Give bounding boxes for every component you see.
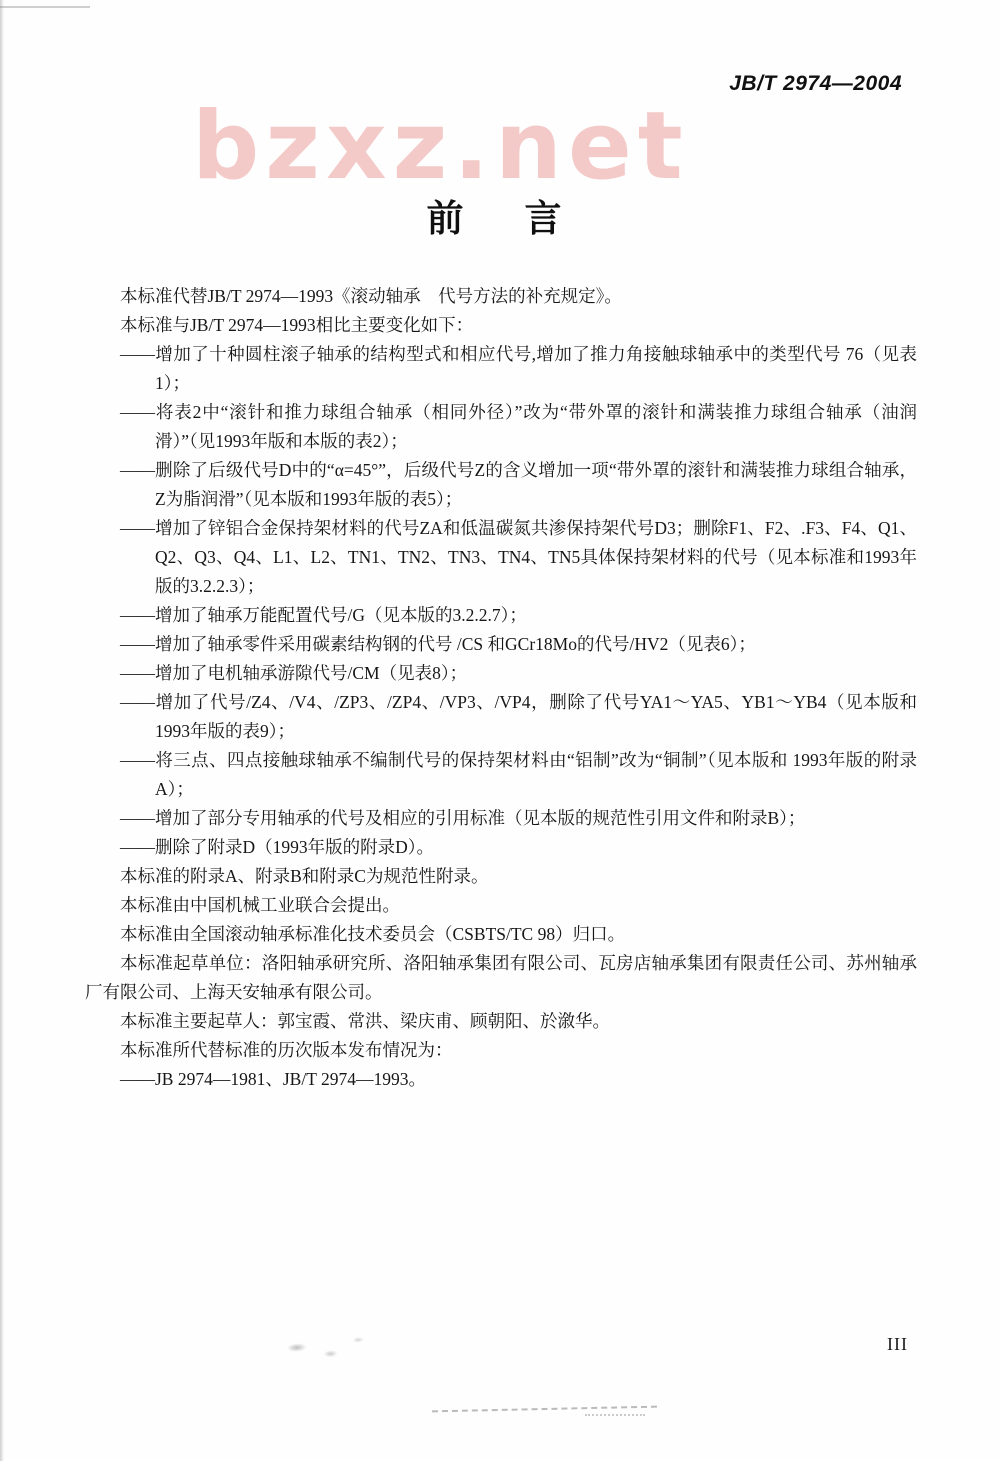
paragraph: ——增加了锌铝合金保持架材料的代号ZA和低温碳氮共渗保持架代号D3；删除F1、F2、.F3、F4、Q1、Q2、Q3、Q4、L1、L2、TN1、TN2、TN3、TN4、TN5具体保持架材料的代号（见本标准和1993年版的3.2.2.3）； <box>120 518 917 596</box>
watermark-text: bzxz.net <box>192 92 689 201</box>
scan-smudge-artifact <box>277 1329 374 1370</box>
paragraph: ——增加了轴承零件采用碳素结构钢的代号 /CS 和GCr18Mo的代号/HV2（见表6）； <box>120 634 756 654</box>
paragraph: ——增加了轴承万能配置代号/G（见本版的3.2.2.7）； <box>120 605 527 625</box>
paragraph: ——将表2中“滚针和推力球组合轴承（相同外径）”改为“带外罩的滚针和满装推力球组合轴承（油润滑）”（见1993年版和本版的表2）； <box>120 402 917 451</box>
paragraph: 本标准的附录A、附录B和附录C为规范性附录。 <box>120 866 489 886</box>
page-number: III <box>887 1334 908 1354</box>
paragraph: ——增加了部分专用轴承的代号及相应的引用标准（见本版的规范性引用文件和附录B）； <box>120 808 806 828</box>
paragraph: ——删除了后级代号D中的“α=45°”，后级代号Z的含义增加一项“带外罩的滚针和满装推力球组合轴承，Z为脂润滑”（见本版和1993年版的表5）； <box>120 460 917 509</box>
paragraph: ——删除了附录D（1993年版的附录D）。 <box>120 837 435 857</box>
scan-squiggle-artifact <box>585 1414 645 1416</box>
scan-squiggle-artifact <box>432 1406 657 1413</box>
paragraph: 本标准代替JB/T 2974—1993《滚动轴承 代号方法的补充规定》。 <box>120 286 622 306</box>
page-title: 前 言 <box>426 199 574 240</box>
paragraph: ——将三点、四点接触球轴承不编制代号的保持架材料由“铝制”改为“铜制”（见本版和 1993年版的附录A）； <box>120 750 917 799</box>
paragraph: 本标准主要起草人：郭宝霞、常洪、梁庆甫、顾朝阳、於漵华。 <box>120 1011 610 1031</box>
paragraph: ——增加了代号/Z4、/V4、/ZP3、/ZP4、/VP3、/VP4，删除了代号YA1～YA5、YB1～YB4（见本版和1993年版的表9）； <box>120 692 917 741</box>
paragraph: 本标准由全国滚动轴承标准化技术委员会（CSBTS/TC 98）归口。 <box>120 924 626 944</box>
scan-edge-artifact <box>0 6 90 8</box>
paragraph: 本标准与JB/T 2974—1993相比主要变化如下： <box>120 315 474 335</box>
paragraph: 本标准由中国机械工业联合会提出。 <box>120 895 400 915</box>
paragraph: 本标准起草单位：洛阳轴承研究所、洛阳轴承集团有限公司、瓦房店轴承集团有限责任公司、苏州轴承厂有限公司、上海天安轴承有限公司。 <box>85 953 917 1002</box>
paragraph: ——JB 2974—1981、JB/T 2974—1993。 <box>120 1069 426 1089</box>
paragraph: 本标准所代替标准的历次版本发布情况为： <box>120 1040 453 1060</box>
standard-code: JB/T 2974—2004 <box>729 72 902 95</box>
paragraph: ——增加了十种圆柱滚子轴承的结构型式和相应代号,增加了推力角接触球轴承中的类型代号 76（见表1）； <box>120 344 917 393</box>
document-body <box>85 282 917 1094</box>
paragraph: ——增加了电机轴承游隙代号/CM（见表8）； <box>120 663 468 683</box>
